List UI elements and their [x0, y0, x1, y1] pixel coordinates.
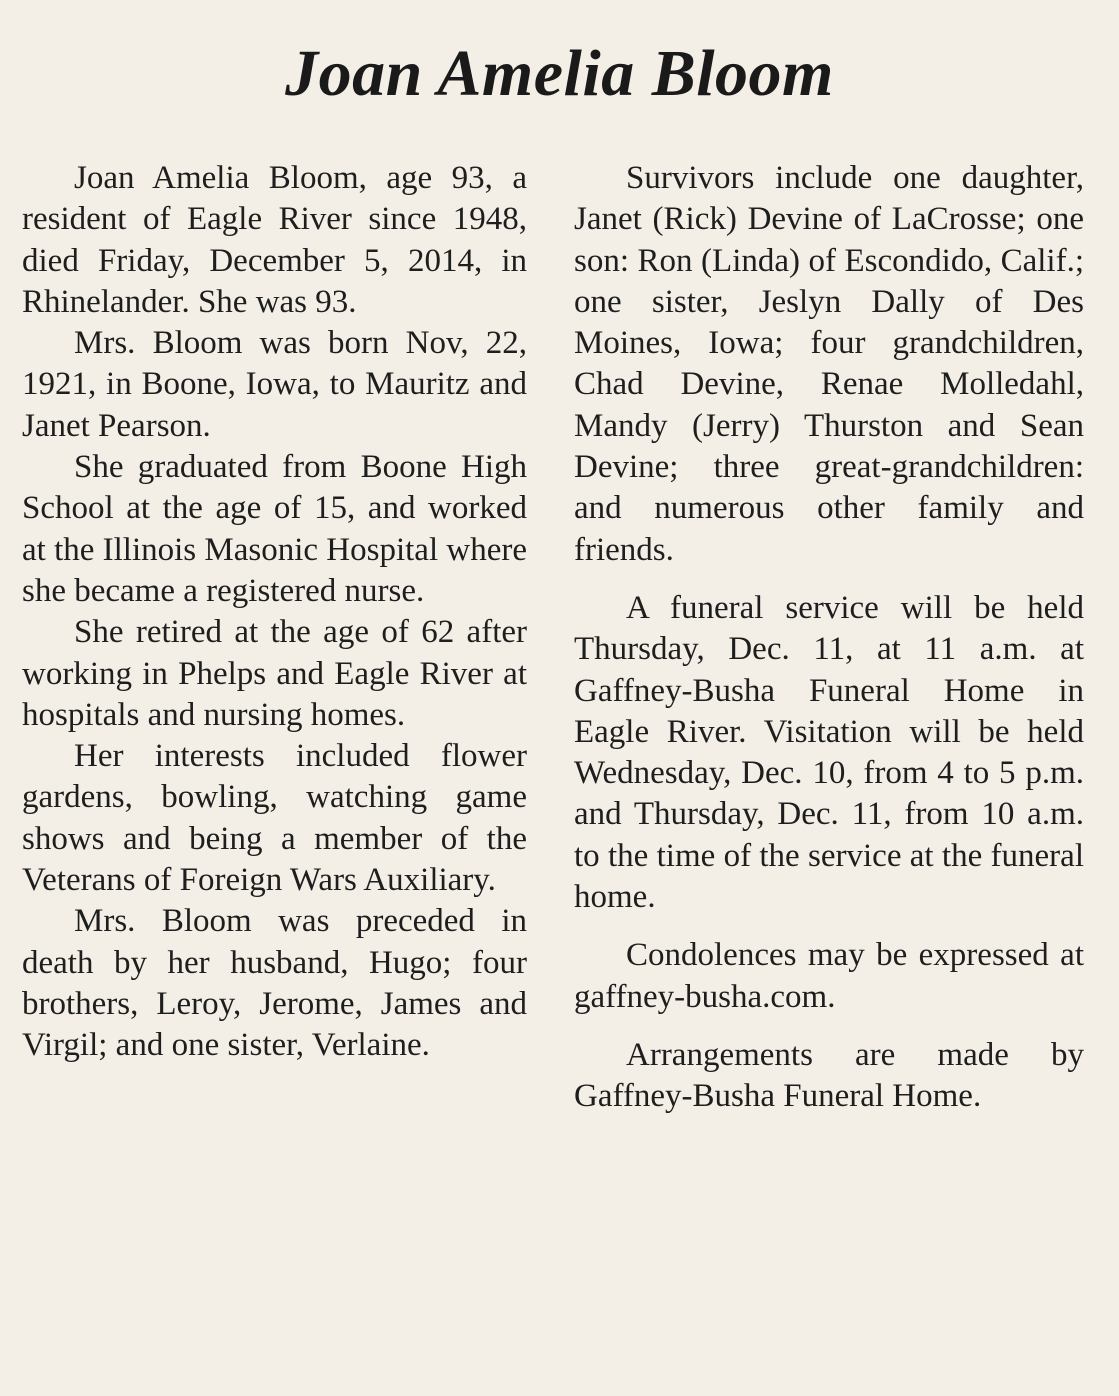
paragraph-birth: Mrs. Bloom was born Nov, 22, 1921, in Boone, Iowa, to Mauritz and Janet Pearson.: [22, 325, 527, 444]
left-column: [22, 158, 527, 1067]
right-column: [574, 158, 1084, 1118]
paragraph-death-notice: Joan Amelia Bloom, age 93, a resident of Eagle River since 1948, died Friday, December 5, 2014, in Rhinelander. She was 93.: [22, 160, 527, 320]
paragraph-funeral-service: A funeral service will be held Thursday, Dec. 11, at 11 a.m. at Gaffney-Busha Funeral Home in Eagle River. Visitation will be held Wednesday, Dec. 10, from 4 to 5 p.m. and Thursday, Dec. 11, from 10 a.m. to the time of the service at the funeral home.: [574, 589, 1084, 916]
paragraph-survivors: Survivors include one daughter, Janet (Rick) Devine of LaCrosse; one son: Ron (Linda) of Escondido, Calif.; one sister, Jeslyn Dally of Des Moines, Iowa; four grandchildren, Chad Devine, Renae Molledahl, Mandy (Jerry) Thurston and Sean Devine; three great-grandchildren: and numerous other family and friends.: [574, 160, 1084, 568]
paragraph-arrangements: Arrangements are made by Gaffney-Busha Funeral Home.: [574, 1036, 1084, 1115]
paragraph-education: She graduated from Boone High School at the age of 15, and worked at the Illinois Masonic Hospital where she became a registered nurse.: [22, 449, 527, 609]
paragraph-preceded-in-death: Mrs. Bloom was preceded in death by her husband, Hugo; four brothers, Leroy, Jerome, James and Virgil; and one sister, Verlaine.: [22, 903, 527, 1064]
obituary-title: Joan Amelia Bloom: [285, 37, 834, 110]
paragraph-retirement: She retired at the age of 62 after working in Phelps and Eagle River at hospitals and nursing homes.: [22, 614, 527, 733]
paragraph-interests: Her interests included flower gardens, bowling, watching game shows and being a member of the Veterans of Foreign Wars Auxiliary.: [22, 738, 527, 899]
paragraph-condolences: Condolences may be expressed at gaffney-busha.com.: [574, 937, 1084, 1015]
